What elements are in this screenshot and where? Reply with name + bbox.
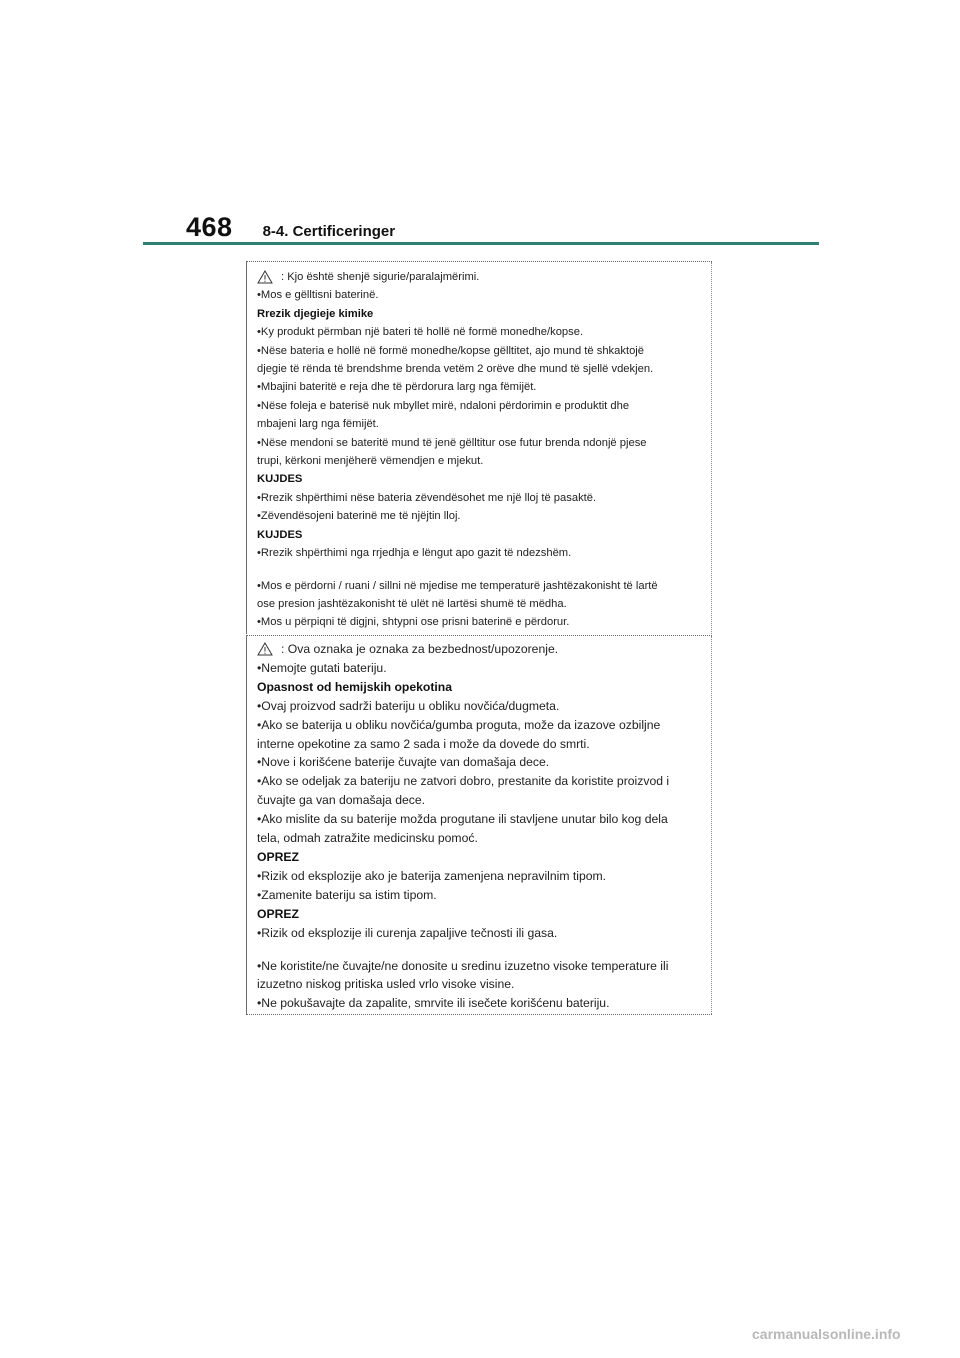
text-line: ose presion jashtëzakonisht të ulët në lartësi shumë të mëdha. bbox=[257, 597, 567, 610]
text-line: tela, odmah zatražite medicinsku pomoć. bbox=[257, 831, 478, 846]
text-line: •Nëse bateria e hollë në formë monedhe/kopse gëlltitet, ajo mund të shkaktojë bbox=[257, 344, 645, 357]
box-bottom-border bbox=[246, 1014, 712, 1015]
serbian-warning-symbol-line bbox=[257, 640, 711, 659]
text-line: •Mos u përpiqni të digjni, shtypni ose prisni baterinë e përdorur. bbox=[257, 616, 570, 629]
serbian-warning-box bbox=[246, 636, 712, 1014]
section-heading: OPREZ bbox=[257, 849, 299, 864]
text-line: •Rrezik shpërthimi nga rrjedhja e lëngut apo gazit të ndezshëm. bbox=[257, 547, 572, 560]
section-heading: KUJDES bbox=[257, 473, 303, 486]
serbian-warning-symbol-text: : Ova oznaka je oznaka za bezbednost/upozorenje. bbox=[281, 642, 559, 656]
text-line: •Rizik od eksplozije ili curenja zapaljive tečnosti ili gasa. bbox=[257, 925, 558, 940]
page-header bbox=[186, 212, 395, 243]
text-line: •Nëse mendoni se bateritë mund të jenë gëlltitur ose futur brenda ndonjë pjese bbox=[257, 436, 647, 449]
text-line: izuzetno niskog pritiska usled vrlo visoke visine. bbox=[257, 977, 515, 992]
text-line: •Ako mislite da su baterije možda progutane ili stavljene unutar bilo kog dela bbox=[257, 812, 668, 827]
text-line: •Ky produkt përmban një bateri të hollë në formë monedhe/kopse. bbox=[257, 326, 584, 339]
watermark: carmanualsonline.info bbox=[752, 1326, 901, 1342]
text-line: trupi, kërkoni menjëherë vëmendjen e mjekut. bbox=[257, 455, 484, 468]
warning-triangle-icon bbox=[257, 642, 273, 656]
albanian-warning-box bbox=[246, 262, 712, 634]
albanian-warning-text bbox=[257, 268, 711, 632]
section-heading: KUJDES bbox=[257, 528, 303, 541]
warning-triangle-icon bbox=[257, 270, 273, 284]
header-divider bbox=[143, 242, 819, 245]
text-line: •Ne pokušavajte da zapalite, smrvite ili isečete korišćenu bateriju. bbox=[257, 996, 610, 1011]
text-line: •Nëse foleja e baterisë nuk mbyllet mirë, ndaloni përdorimin e produktit dhe bbox=[257, 399, 630, 412]
text-line: interne opekotine za samo 2 sada i može da dovede do smrti. bbox=[257, 736, 590, 751]
text-line: •Rizik od eksplozije ako je baterija zamenjena nepravilnim tipom. bbox=[257, 868, 607, 883]
albanian-warning-symbol-text: : Kjo është shenjë sigurie/paralajmërimi. bbox=[281, 271, 480, 283]
text-line: •Mbajini bateritë e reja dhe të përdorura larg nga fëmijët. bbox=[257, 381, 537, 394]
text-line: •Mos e përdorni / ruani / sillni në mjedise me temperaturë jashtëzakonisht të lartë bbox=[257, 579, 658, 592]
text-line: •Nove i korišćene baterije čuvajte van domašaja dece. bbox=[257, 755, 550, 770]
text-line: mbajeni larg nga fëmijët. bbox=[257, 418, 379, 431]
text-line: •Nemojte gutati bateriju. bbox=[257, 660, 387, 675]
text-line: čuvajte ga van domašaja dece. bbox=[257, 793, 426, 808]
serbian-warning-text bbox=[257, 640, 711, 1013]
albanian-lines bbox=[257, 286, 711, 631]
text-line: •Zamenite bateriju sa istim tipom. bbox=[257, 887, 437, 902]
text-line: djegie të rënda të brendshme brenda vetëm 2 orëve dhe mund të sjellë vdekjen. bbox=[257, 363, 654, 376]
section-heading: OPREZ bbox=[257, 906, 299, 921]
section-heading: Opasnost od hemijskih opekotina bbox=[257, 679, 453, 694]
page-number: 468 bbox=[186, 212, 233, 242]
text-line: •Ne koristite/ne čuvajte/ne donosite u sredinu izuzetno visoke temperature ili bbox=[257, 958, 669, 973]
section-title: 8-4. Certificeringer bbox=[262, 223, 396, 240]
text-line: •Ako se odeljak za bateriju ne zatvori dobro, prestanite da koristite proizvod i bbox=[257, 774, 670, 789]
text-line: •Zëvendësojeni baterinë me të njëjtin lloj. bbox=[257, 510, 461, 523]
text-line: •Rrezik shpërthimi nëse bateria zëvendësohet me një lloj të pasaktë. bbox=[257, 491, 597, 504]
text-line: •Ovaj proizvod sadrži bateriju u obliku novčića/dugmeta. bbox=[257, 698, 560, 713]
text-line: •Ako se baterija u obliku novčića/gumba proguta, može da izazove ozbiljne bbox=[257, 717, 661, 732]
albanian-warning-symbol-line bbox=[257, 268, 711, 286]
text-line: •Mos e gëlltisni baterinë. bbox=[257, 289, 379, 302]
serbian-lines bbox=[257, 659, 711, 1013]
section-heading: Rrezik djegieje kimike bbox=[257, 307, 374, 320]
